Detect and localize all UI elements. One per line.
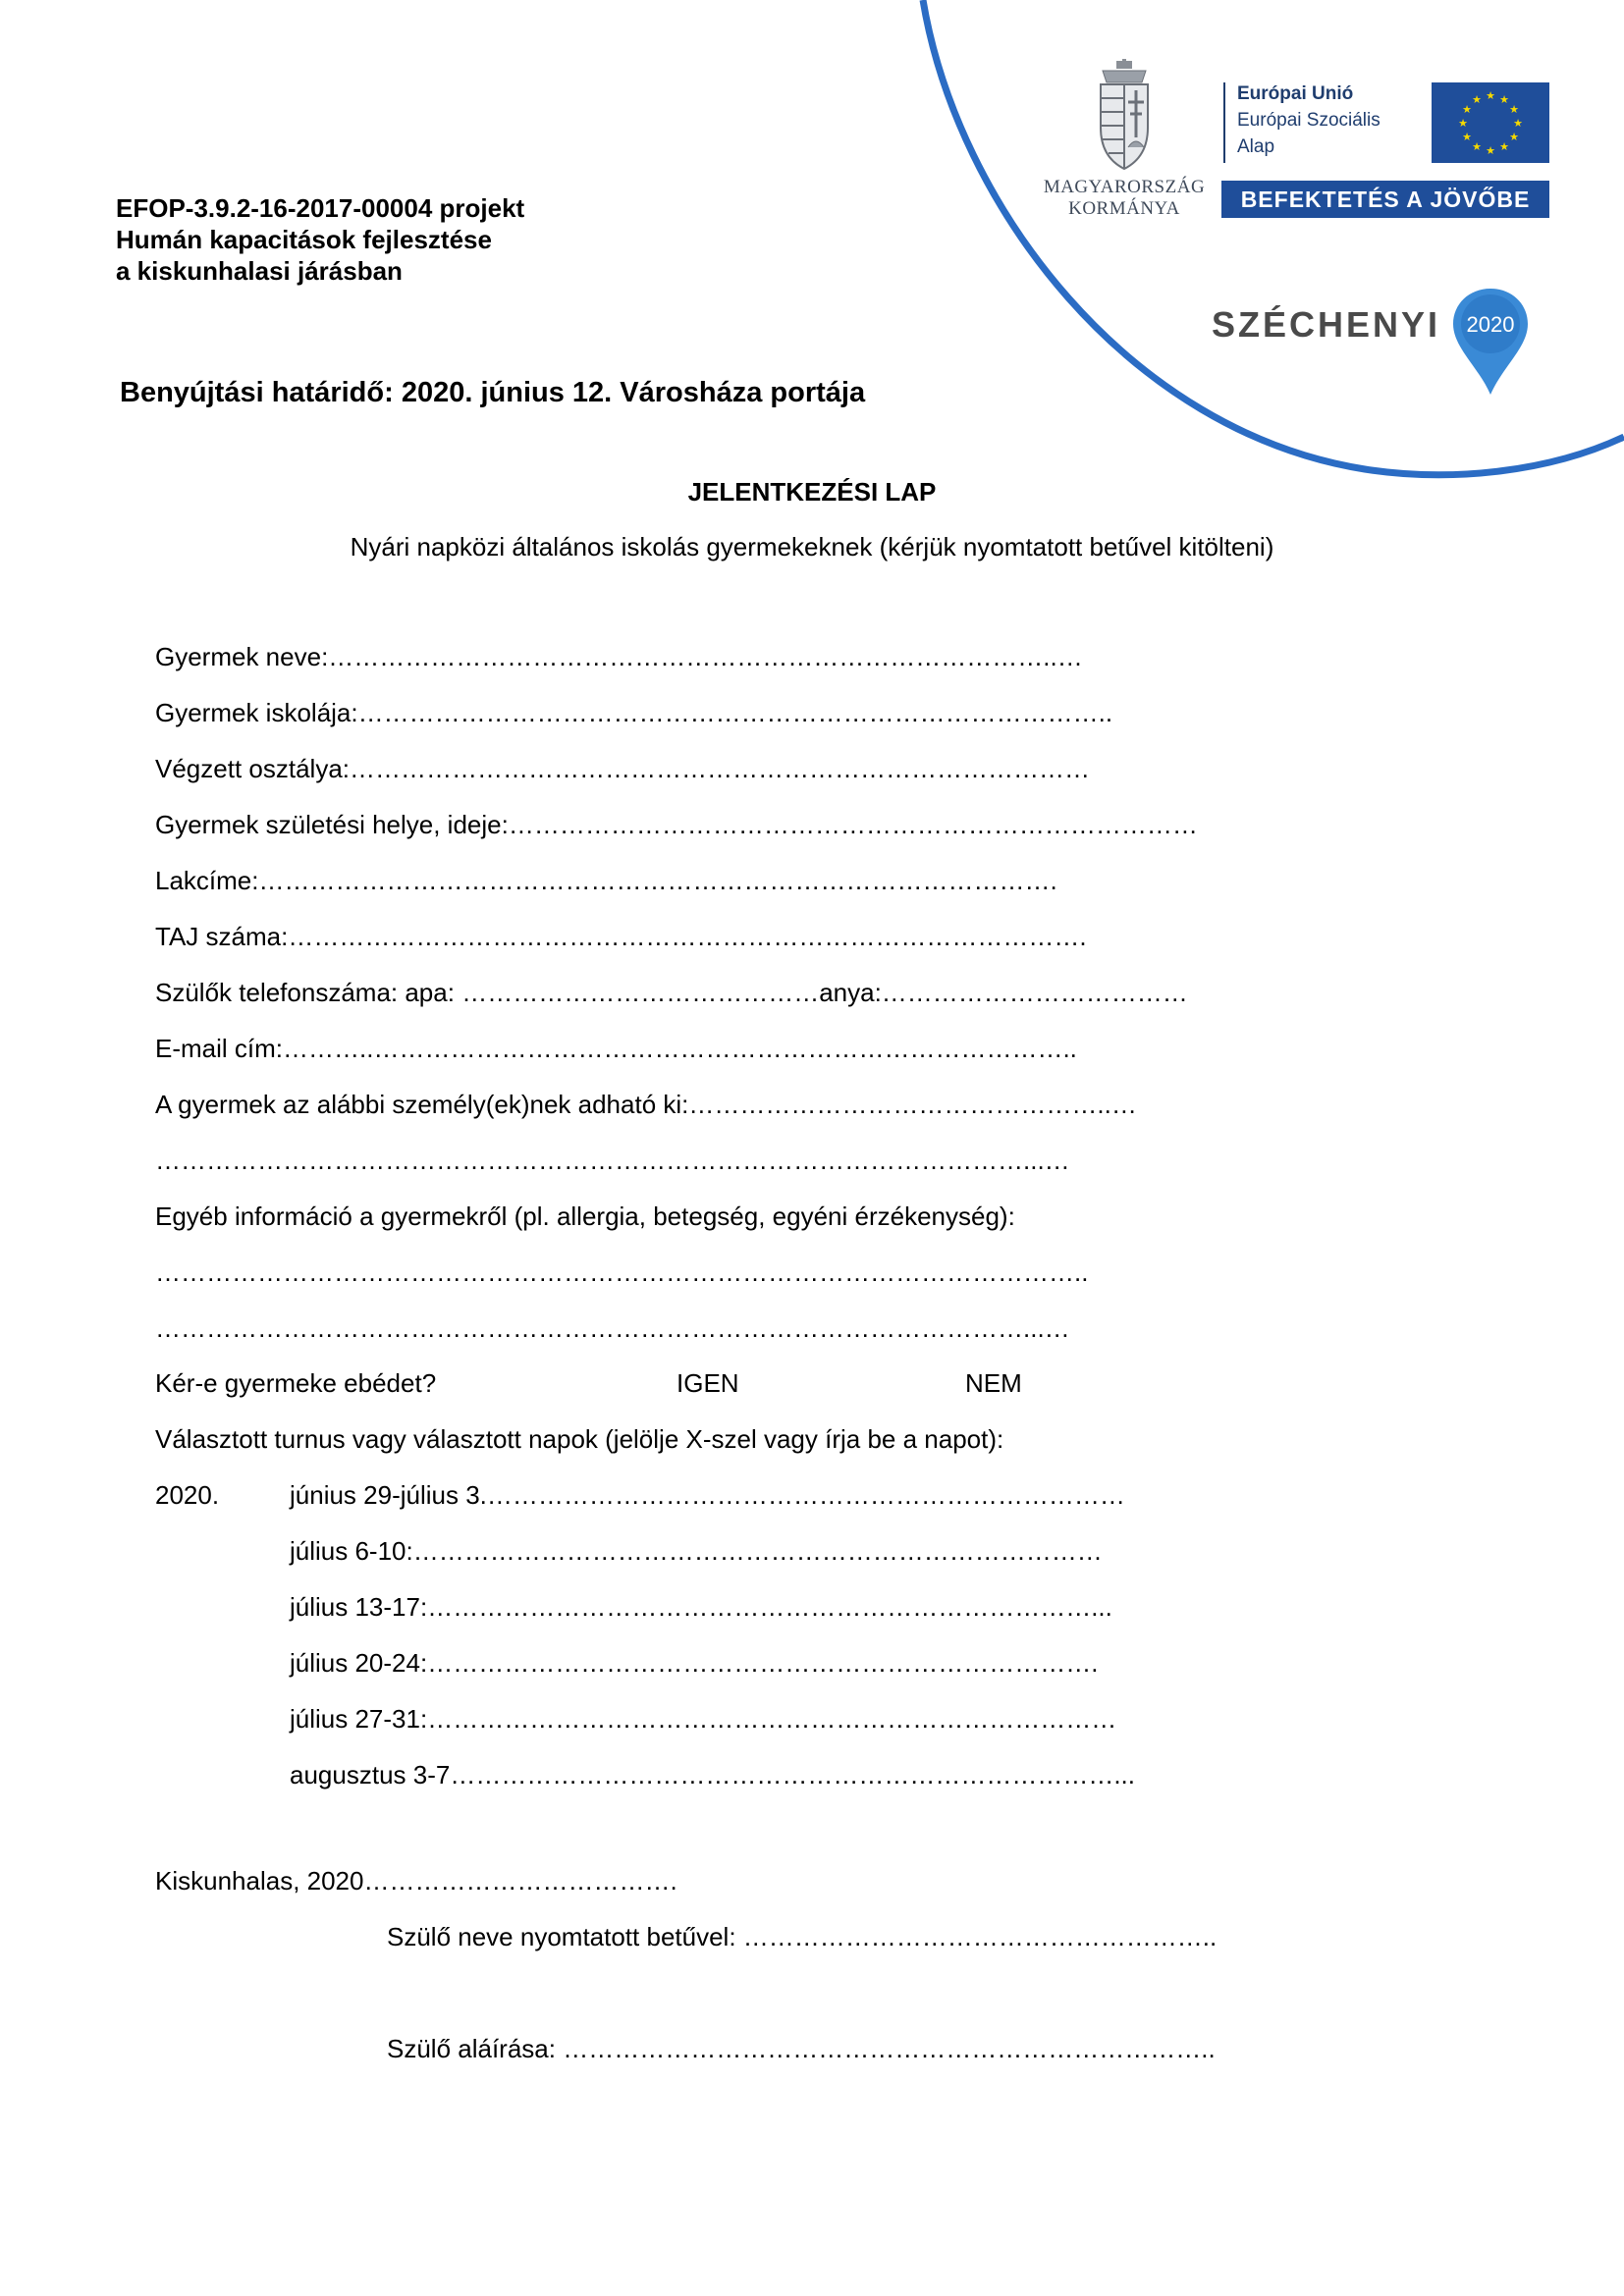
- svg-text:★: ★: [1462, 131, 1472, 143]
- fill-dots[interactable]: ……………………………………………………………………………..: [357, 698, 1113, 727]
- eu-divider: [1223, 82, 1225, 163]
- field-child-school[interactable]: [155, 698, 1112, 728]
- fill-dots[interactable]: …………………………………………………………………………..…: [328, 642, 1083, 671]
- field-label: Szülők telefonszáma: apa:: [155, 978, 462, 1007]
- fill-dots[interactable]: …………………………………………………………………….: [427, 1648, 1099, 1678]
- eu-line3: Alap: [1237, 136, 1275, 157]
- turnus-label: július 27-31:: [290, 1704, 428, 1734]
- field-parent-phones[interactable]: [155, 978, 1188, 1008]
- fill-dots[interactable]: ………………………………………………………………………………….: [288, 922, 1087, 951]
- svg-text:★: ★: [1509, 131, 1519, 143]
- lunch-question: Kér-e gyermeke ebédet?: [155, 1368, 437, 1398]
- field-label: E-mail cím:: [155, 1034, 283, 1063]
- turnus-label: június 29-július 3.: [290, 1480, 487, 1510]
- field-label: Gyermek iskolája:: [155, 698, 358, 727]
- turnus-item-1[interactable]: [290, 1480, 1125, 1511]
- turnus-item-2[interactable]: [290, 1536, 1103, 1567]
- field-authorized-persons[interactable]: [155, 1090, 1137, 1120]
- fill-dots[interactable]: ………..………………………………………………………………………..: [283, 1034, 1077, 1063]
- form-title: JELENTKEZÉSI LAP: [687, 477, 937, 507]
- svg-text:★: ★: [1472, 93, 1482, 106]
- svg-text:★: ★: [1458, 117, 1468, 130]
- eu-logo: [1221, 79, 1549, 226]
- field-label: Gyermek születési helye, ideje:: [155, 810, 509, 839]
- svg-text:★: ★: [1486, 89, 1495, 102]
- fill-dots[interactable]: ………………………………………………..: [742, 1922, 1218, 1951]
- svg-text:★: ★: [1486, 144, 1495, 157]
- fill-dots[interactable]: …………………………………………………………………………………………...…: [155, 1313, 1070, 1343]
- field-label: Egyéb információ a gyermekről (pl. allergia, betegség, egyéni érzékenység):: [155, 1201, 1015, 1231]
- gov-line2: KORMÁNYA: [1068, 198, 1180, 219]
- turnus-label: július 6-10:: [290, 1536, 413, 1566]
- gov-line1: MAGYARORSZÁG: [1043, 177, 1206, 197]
- turnus-year: 2020.: [155, 1480, 220, 1510]
- project-info: [116, 192, 524, 287]
- turnus-item-5[interactable]: [290, 1704, 1116, 1735]
- fill-dots[interactable]: …………………………………………..…: [688, 1090, 1137, 1119]
- form-subtitle: Nyári napközi általános iskolás gyermekeknek (kérjük nyomtatott betűvel kitölteni): [350, 532, 1274, 561]
- field-completed-class[interactable]: [155, 754, 1090, 784]
- field-address[interactable]: [155, 866, 1057, 896]
- field-other-info: [155, 1201, 1015, 1232]
- svg-text:★: ★: [1509, 103, 1519, 116]
- lunch-no-option[interactable]: NEM: [965, 1368, 1022, 1398]
- fill-dots[interactable]: ……………………………………………………………………………: [350, 754, 1090, 783]
- field-birth-place-date[interactable]: [155, 810, 1198, 840]
- fill-dots[interactable]: ………………………………………………………………………: [427, 1704, 1117, 1734]
- turnus-label: július 20-24:: [290, 1648, 428, 1678]
- field-other-info-line2[interactable]: [155, 1313, 1070, 1344]
- fill-dots[interactable]: ………………………………………………………………………………………………..: [155, 1257, 1089, 1287]
- parent-name-label: Szülő neve nyomtatott betűvel:: [387, 1922, 743, 1951]
- svg-text:★: ★: [1499, 93, 1509, 106]
- eu-line1: Európai Unió: [1237, 83, 1354, 104]
- hungarian-coat-of-arms-icon: [1036, 59, 1213, 177]
- turnus-item-3[interactable]: [290, 1592, 1112, 1623]
- turnus-label: július 13-17:: [290, 1592, 428, 1622]
- fill-dots[interactable]: ……………………………….: [363, 1866, 677, 1896]
- project-line2: Humán kapacitások fejlesztése: [116, 225, 492, 254]
- fill-dots[interactable]: …………………………………………………………………………………………...…: [155, 1146, 1070, 1175]
- svg-text:★: ★: [1513, 117, 1523, 130]
- field-other-info-line1[interactable]: [155, 1257, 1088, 1288]
- lunch-yes-option[interactable]: IGEN: [677, 1368, 739, 1398]
- fill-dots[interactable]: ………………………………………………………………………………….: [258, 866, 1057, 895]
- project-line1: EFOP-3.9.2-16-2017-00004 projekt: [116, 193, 525, 223]
- field-child-name[interactable]: [155, 642, 1083, 672]
- field-label: Végzett osztálya:: [155, 754, 350, 783]
- turnus-item-4[interactable]: [290, 1648, 1098, 1679]
- field-label-mother: anya:: [819, 978, 882, 1007]
- turnus-item-6[interactable]: [290, 1760, 1135, 1790]
- fill-dots[interactable]: ………………………………………………………………………: [508, 810, 1198, 839]
- parent-signature-label: Szülő aláírása:: [387, 2034, 564, 2063]
- fill-dots-father[interactable]: ……………………………………: [461, 978, 820, 1007]
- field-label: Gyermek neve:: [155, 642, 329, 671]
- fill-dots[interactable]: ……………………………………………………………………...: [450, 1760, 1135, 1789]
- field-authorized-persons-cont[interactable]: [155, 1146, 1070, 1176]
- field-label: Lakcíme:: [155, 866, 259, 895]
- svg-text:★: ★: [1472, 140, 1482, 153]
- eu-line2: Európai Szociális: [1237, 110, 1380, 131]
- turnus-intro: Választott turnus vagy választott napok (jelölje X-szel vagy írja be a napot):: [155, 1424, 1004, 1454]
- szechenyi-logo: [1212, 285, 1536, 402]
- fill-dots[interactable]: …………………………………………………………………..: [563, 2034, 1216, 2063]
- field-taj-number[interactable]: [155, 922, 1087, 952]
- field-email[interactable]: [155, 1034, 1077, 1064]
- government-logo: [1036, 59, 1213, 226]
- place-date-field[interactable]: [155, 1866, 677, 1896]
- szechenyi-text: SZÉCHENYI: [1212, 304, 1441, 345]
- project-line3: a kiskunhalasi járásban: [116, 256, 403, 286]
- svg-text:★: ★: [1499, 140, 1509, 153]
- fill-dots-mother[interactable]: ………………………………: [881, 978, 1188, 1007]
- turnus-label: augusztus 3-7: [290, 1760, 451, 1789]
- eu-flag-icon: [1432, 82, 1549, 163]
- fill-dots[interactable]: ………………………………………………………………………: [412, 1536, 1103, 1566]
- parent-signature-field[interactable]: [387, 2034, 1216, 2064]
- eu-text-block: [1237, 80, 1380, 160]
- field-label: A gyermek az alábbi személy(ek)nek adható ki:: [155, 1090, 689, 1119]
- szechenyi-year: 2020: [1466, 312, 1515, 337]
- location-pin-icon: [1449, 285, 1532, 400]
- field-label: TAJ száma:: [155, 922, 289, 951]
- fill-dots[interactable]: ……………………………………………………………………...: [427, 1592, 1112, 1622]
- fill-dots[interactable]: …………………………………………………………………: [486, 1480, 1125, 1510]
- submission-deadline: Benyújtási határidő: 2020. június 12. Városháza portája: [120, 377, 866, 408]
- parent-name-field[interactable]: [387, 1922, 1217, 1952]
- svg-text:★: ★: [1462, 103, 1472, 116]
- place-date-label: Kiskunhalas, 2020: [155, 1866, 364, 1896]
- befektetes-banner: BEFEKTETÉS A JÖVŐBE: [1221, 181, 1549, 218]
